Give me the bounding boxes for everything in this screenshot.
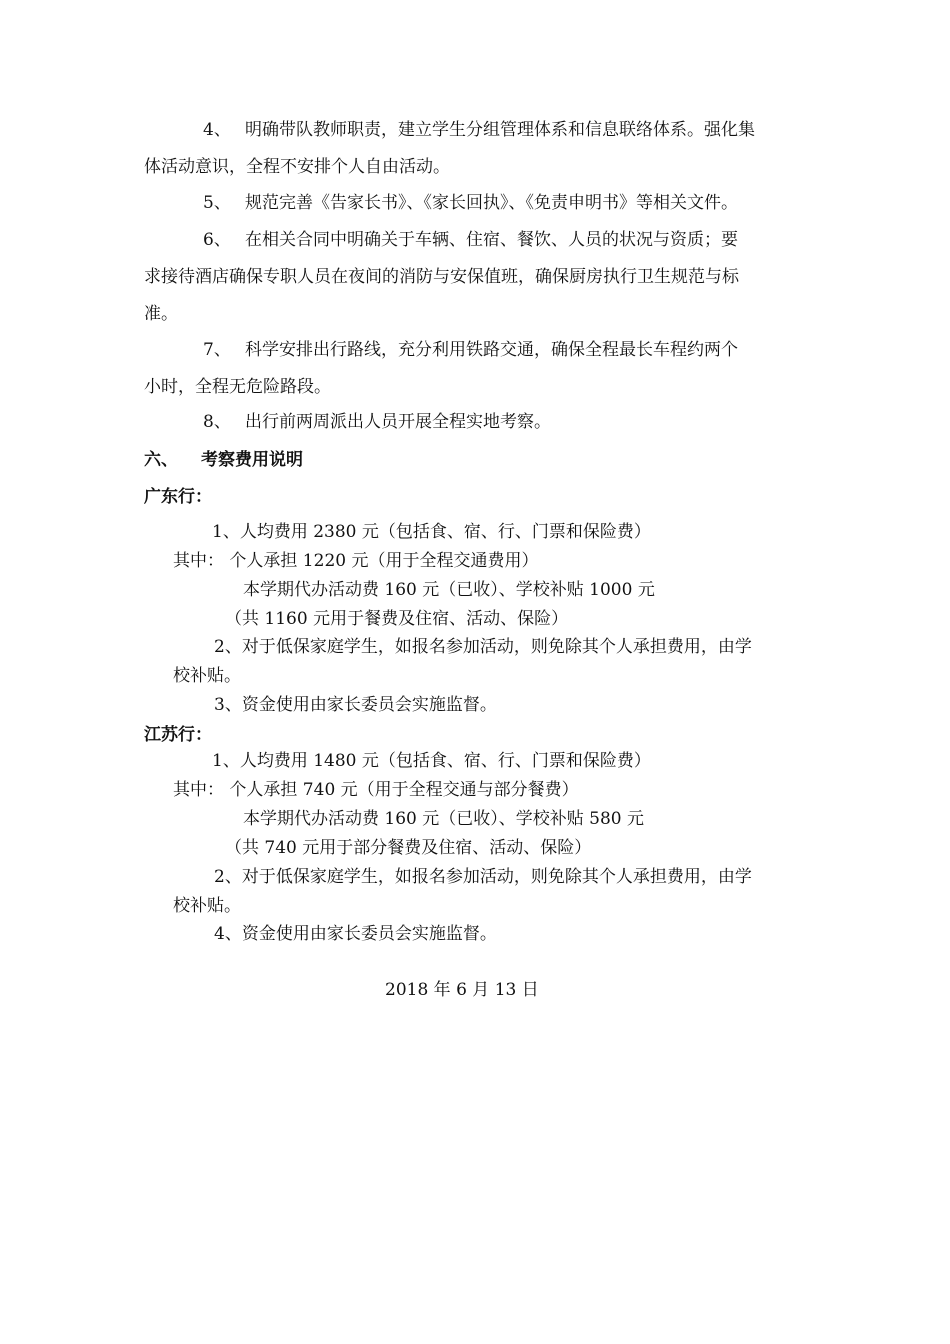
guangdong-low-income-line-1: 2、对于低保家庭学生，如报名参加活动，则免除其个人承担费用，由学 [214,637,752,657]
item-6-line-2: 求接待酒店确保专职人员在夜间的消防与安保值班，确保厨房执行卫生规范与标 [144,267,739,287]
document-date: 2018 年 6 月 13 日 [385,980,539,1000]
jiangsu-low-income-line-1: 2、对于低保家庭学生，如报名参加活动，则免除其个人承担费用，由学 [214,867,752,887]
item-text: 科学安排出行路线，充分利用铁路交通，确保全程最长车程约两个 [245,340,738,360]
item-number: 6、 [203,230,231,250]
item-4-line-1 [203,118,755,142]
guangdong-total-usage: （共 1160 元用于餐费及住宿、活动、保险） [225,609,569,629]
item-text: 规范完善《告家长书》、《家长回执》、《免责申明书》等相关文件。 [245,193,738,213]
guangdong-heading: 广东行： [144,487,212,507]
guangdong-cost-per-person: 1、人均费用 2380 元（包括食、宿、行、门票和保险费） [212,522,651,542]
jiangsu-heading: 江苏行： [144,725,212,745]
item-4-line-2: 体活动意识，全程不安排个人自由活动。 [144,157,450,177]
item-number: 5、 [203,193,231,213]
section-number: 六、 [144,450,178,470]
item-8-line-1 [203,410,551,434]
guangdong-activity-fee: 本学期代办活动费 160 元（已收）、学校补贴 1000 元 [243,580,655,600]
section-title: 考察费用说明 [201,450,303,470]
jiangsu-total-usage: （共 740 元用于部分餐费及住宿、活动、保险） [225,838,592,858]
guangdong-personal-share: 其中： 个人承担 1220 元（用于全程交通费用） [173,551,539,571]
item-number: 7、 [203,340,231,360]
item-number: 4、 [203,120,231,140]
item-7-line-1 [203,338,738,362]
item-5-line-1 [203,191,738,215]
jiangsu-supervision: 4、资金使用由家长委员会实施监督。 [214,924,497,944]
jiangsu-activity-fee: 本学期代办活动费 160 元（已收）、学校补贴 580 元 [243,809,645,829]
item-text: 出行前两周派出人员开展全程实地考察。 [245,412,551,432]
item-text: 在相关合同中明确关于车辆、住宿、餐饮、人员的状况与资质；要 [245,230,738,250]
item-7-line-2: 小时，全程无危险路段。 [144,377,331,397]
jiangsu-personal-share: 其中： 个人承担 740 元（用于全程交通与部分餐费） [173,780,579,800]
item-6-line-3: 准。 [144,304,178,324]
section-6-heading [144,448,303,472]
guangdong-low-income-line-2: 校补贴。 [173,666,241,686]
jiangsu-low-income-line-2: 校补贴。 [173,896,241,916]
item-text: 明确带队教师职责，建立学生分组管理体系和信息联络体系。强化集 [245,120,755,140]
jiangsu-cost-per-person: 1、人均费用 1480 元（包括食、宿、行、门票和保险费） [212,751,651,771]
item-6-line-1 [203,228,738,252]
guangdong-supervision: 3、资金使用由家长委员会实施监督。 [214,695,497,715]
item-number: 8、 [203,412,231,432]
